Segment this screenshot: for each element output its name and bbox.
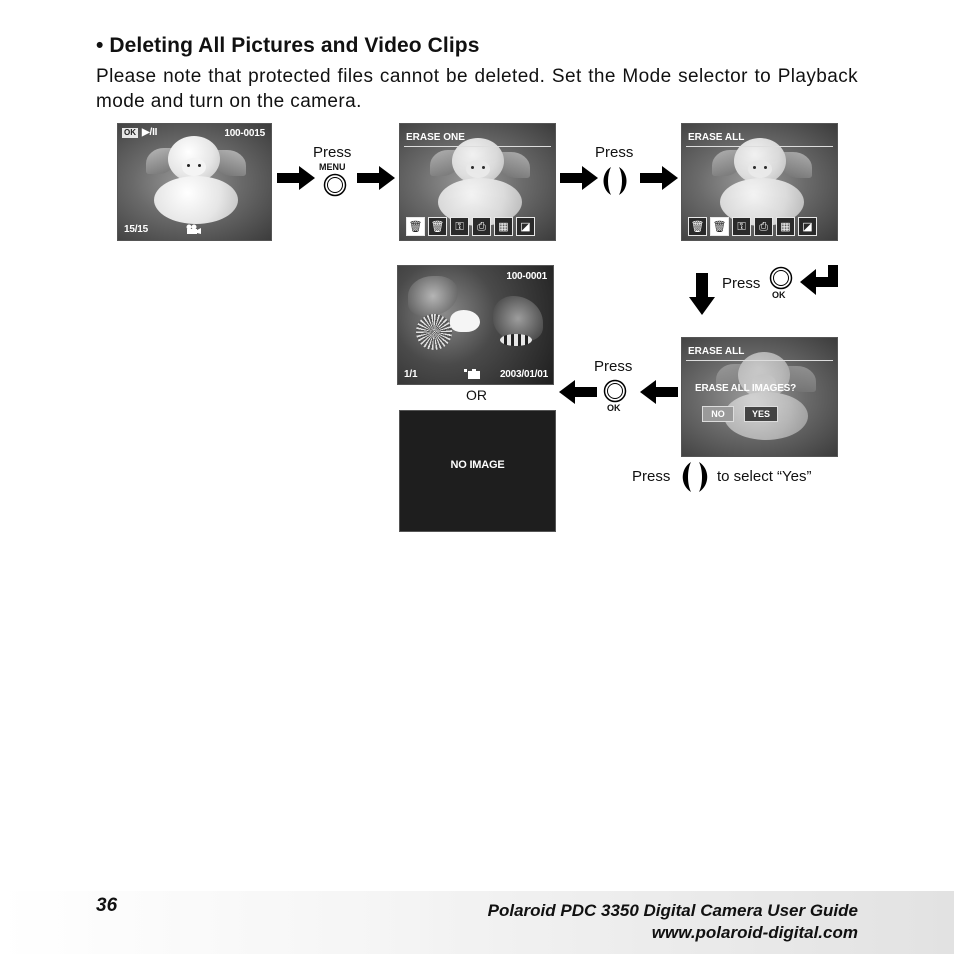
dpof-icon[interactable]: ⎙ bbox=[754, 217, 773, 236]
left-right-buttons-icon bbox=[677, 460, 713, 494]
press-nav-label: Press bbox=[595, 144, 634, 161]
play-pause-indicator: ▶/II bbox=[142, 127, 158, 138]
dpof-icon[interactable]: ⎙ bbox=[472, 217, 491, 236]
yes-option[interactable]: YES bbox=[744, 406, 778, 422]
result-image-screen bbox=[397, 265, 554, 385]
file-number: 100-0015 bbox=[224, 128, 265, 139]
video-camera-icon bbox=[186, 224, 202, 234]
right-arrow-icon bbox=[640, 166, 678, 190]
return-arrow-icon bbox=[800, 265, 838, 295]
press-ok-label: Press bbox=[594, 358, 633, 375]
fish-white bbox=[450, 310, 480, 332]
page-number: 36 bbox=[96, 895, 118, 916]
erase-all-confirm-screen bbox=[681, 337, 838, 457]
menu-title-bar bbox=[686, 344, 833, 361]
erase-all-menu-screen bbox=[681, 123, 838, 241]
erase-all-icon[interactable]: 🗑 bbox=[428, 217, 447, 236]
ok-button-label: OK bbox=[772, 290, 786, 300]
ok-button-icon bbox=[603, 379, 627, 403]
no-image-message: NO IMAGE bbox=[450, 459, 505, 471]
right-arrow-icon bbox=[357, 166, 395, 190]
playback-screen bbox=[117, 123, 272, 241]
erase-one-menu-screen bbox=[399, 123, 556, 241]
slideshow-icon[interactable]: ◪ bbox=[798, 217, 817, 236]
protect-key-icon[interactable]: ⚿ bbox=[450, 217, 469, 236]
confirm-question: ERASE ALL IMAGES? bbox=[695, 383, 797, 394]
camera-icon bbox=[464, 369, 480, 379]
press-select-label: Press bbox=[632, 468, 671, 485]
ok-badge: OK bbox=[124, 128, 136, 137]
menu-button-label: MENU bbox=[319, 162, 346, 172]
left-arrow-icon bbox=[640, 380, 678, 404]
press-menu-label: Press bbox=[313, 144, 352, 161]
right-arrow-icon bbox=[277, 166, 315, 190]
left-right-buttons-icon bbox=[598, 165, 632, 197]
erase-one-icon[interactable]: 🗑 bbox=[688, 217, 707, 236]
website-link[interactable]: www.polaroid-digital.com bbox=[651, 923, 858, 942]
press-ok-label: Press bbox=[722, 275, 761, 292]
image-date: 2003/01/01 bbox=[499, 369, 548, 380]
menu-button-icon bbox=[323, 173, 347, 197]
slideshow-icon[interactable]: ◪ bbox=[516, 217, 535, 236]
or-label: OR bbox=[466, 387, 487, 403]
ok-button-label: OK bbox=[607, 403, 621, 413]
sea-urchin bbox=[416, 314, 452, 350]
menu-title: ERASE ONE bbox=[406, 132, 465, 143]
erase-all-icon[interactable]: 🗑 bbox=[710, 217, 729, 236]
right-arrow-icon bbox=[560, 166, 598, 190]
guide-title: Polaroid PDC 3350 Digital Camera User Guide bbox=[487, 901, 858, 920]
menu-title: ERASE ALL bbox=[688, 132, 745, 143]
intro-text: Please note that protected files cannot be deleted. Set the Mode selector to Playback mode and turn on the camera. bbox=[96, 66, 858, 112]
no-option[interactable]: NO bbox=[702, 406, 734, 422]
no-image-screen bbox=[399, 410, 556, 532]
protect-key-icon[interactable]: ⚿ bbox=[732, 217, 751, 236]
fairy-doll-photo bbox=[716, 348, 816, 448]
menu-title-bar bbox=[404, 130, 551, 147]
down-arrow-icon bbox=[689, 273, 715, 315]
image-counter: 1/1 bbox=[404, 369, 418, 380]
thumbnail-icon[interactable]: ▦ bbox=[494, 217, 513, 236]
left-arrow-icon bbox=[559, 380, 597, 404]
fish-striped bbox=[500, 334, 532, 346]
menu-title: ERASE ALL bbox=[688, 346, 745, 357]
fairy-doll-photo bbox=[146, 132, 246, 232]
footer-title bbox=[488, 900, 858, 944]
page-heading: • Deleting All Pictures and Video Clips bbox=[96, 34, 480, 57]
ok-button-icon bbox=[769, 266, 793, 290]
thumbnail-icon[interactable]: ▦ bbox=[776, 217, 795, 236]
image-counter: 15/15 bbox=[124, 224, 149, 235]
menu-title-bar bbox=[686, 130, 833, 147]
menu-icon-row bbox=[406, 217, 535, 236]
coral-shape bbox=[408, 276, 458, 316]
file-number: 100-0001 bbox=[506, 271, 547, 282]
menu-icon-row bbox=[688, 217, 817, 236]
select-yes-label: to select “Yes” bbox=[717, 468, 812, 485]
erase-one-icon[interactable]: 🗑 bbox=[406, 217, 425, 236]
